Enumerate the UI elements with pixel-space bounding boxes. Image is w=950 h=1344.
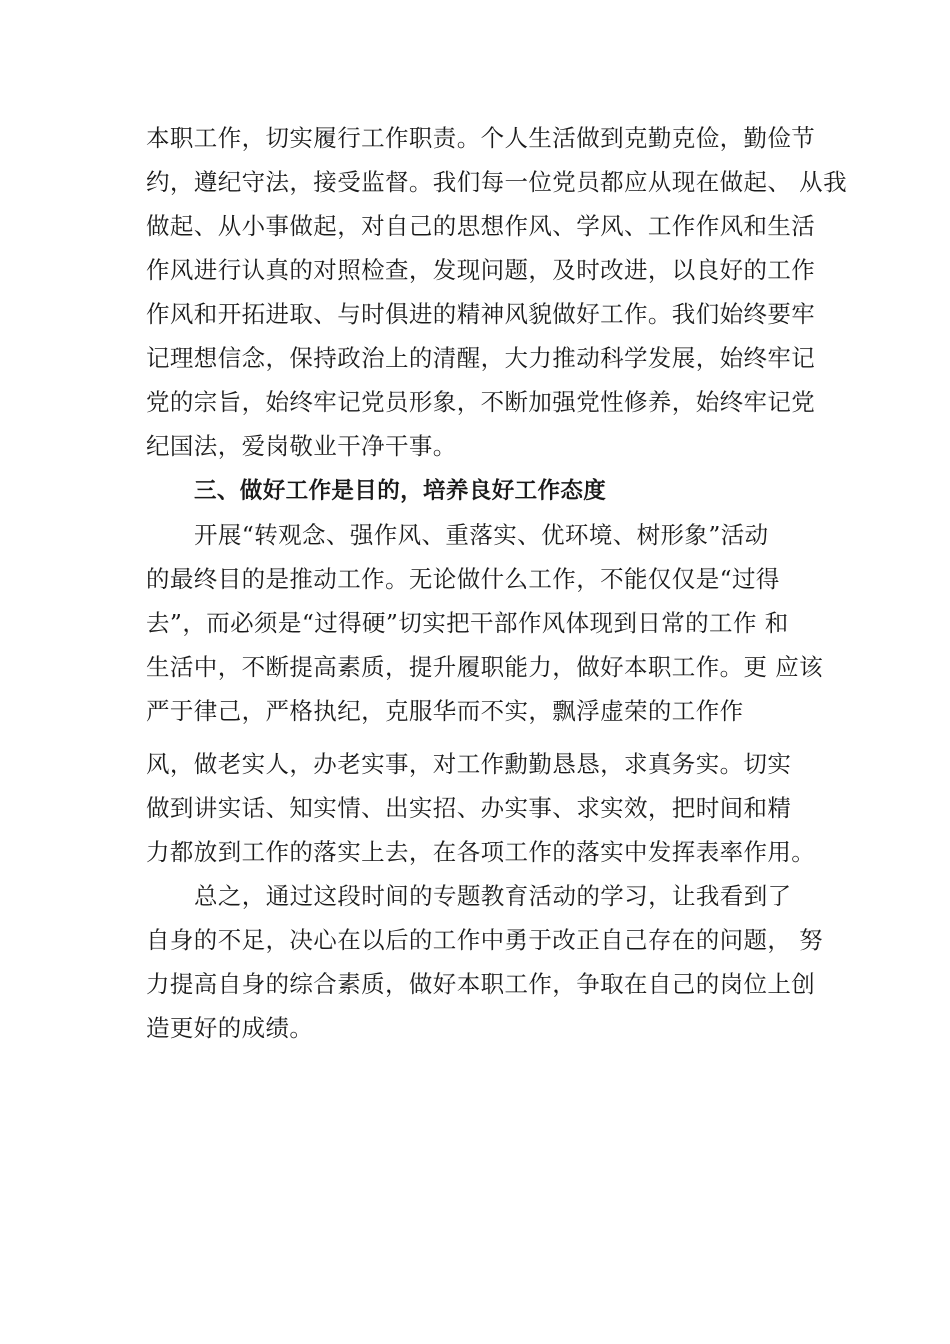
paragraph-line: 总之，通过这段时间的专题教育活动的学习，让我看到了 bbox=[194, 882, 792, 910]
paragraph-line: 记理想信念，保持政治上的清醒，大力推动科学发展，始终牢记 bbox=[146, 344, 816, 372]
paragraph-line: 生活中，不断提高素质，提升履职能力，做好本职工作。更 应该 bbox=[146, 653, 824, 681]
paragraph-line: 开展“转观念、强作风、重落实、优环境、树形象”活动 bbox=[194, 521, 769, 549]
paragraph-line: 力提高自身的综合素质，做好本职工作，争取在自己的岗位上创 bbox=[146, 970, 816, 998]
paragraph-line: 作风进行认真的对照检查，发现问题，及时改进，以良好的工作 bbox=[146, 256, 816, 284]
paragraph-line: 造更好的成绩。 bbox=[146, 1014, 314, 1042]
paragraph-line: 作风和开拓进取、与时俱进的精神风貌做好工作。我们始终要牢 bbox=[146, 300, 816, 328]
section-heading: 三、做好工作是目的，培养良好工作态度 bbox=[194, 478, 607, 504]
paragraph-line: 严于律己，严格执纪，克服华而不实，飘浮虚荣的工作作 bbox=[146, 697, 744, 725]
paragraph-line: 风，做老实人，办老实事，对工作勳勤恳恳，求真务实。切实 bbox=[146, 750, 792, 778]
paragraph-line: 做到讲实话、知实情、出实招、办实事、求实效，把时间和精 bbox=[146, 794, 792, 822]
paragraph-line: 约，遵纪守法，接受监督。我们每一位党员都应从现在做起、 从我 bbox=[146, 168, 847, 196]
paragraph-line: 本职工作，切实履行工作职责。个人生活做到克勤克俭，勤俭节 bbox=[146, 124, 816, 152]
paragraph-line: 做起、从小事做起，对自己的思想作风、学风、工作作风和生活 bbox=[146, 212, 816, 240]
paragraph-line: 的最终目的是推动工作。无论做什么工作，不能仅仅是“过得 bbox=[146, 565, 780, 593]
paragraph-line: 自身的不足，决心在以后的工作中勇于改正自己存在的问题， 努 bbox=[146, 926, 824, 954]
paragraph-line: 去”，而必须是“过得硬”切实把干部作风体现到日常的工作 和 bbox=[146, 609, 789, 637]
paragraph-line: 力都放到工作的落实上去，在各项工作的落实中发挥表率作用。 bbox=[146, 838, 816, 866]
paragraph-line: 党的宗旨，始终牢记党员形象，不断加强党性修养，始终牢记党 bbox=[146, 388, 816, 416]
paragraph-line: 纪国法，爱岗敬业干净干事。 bbox=[146, 432, 457, 460]
